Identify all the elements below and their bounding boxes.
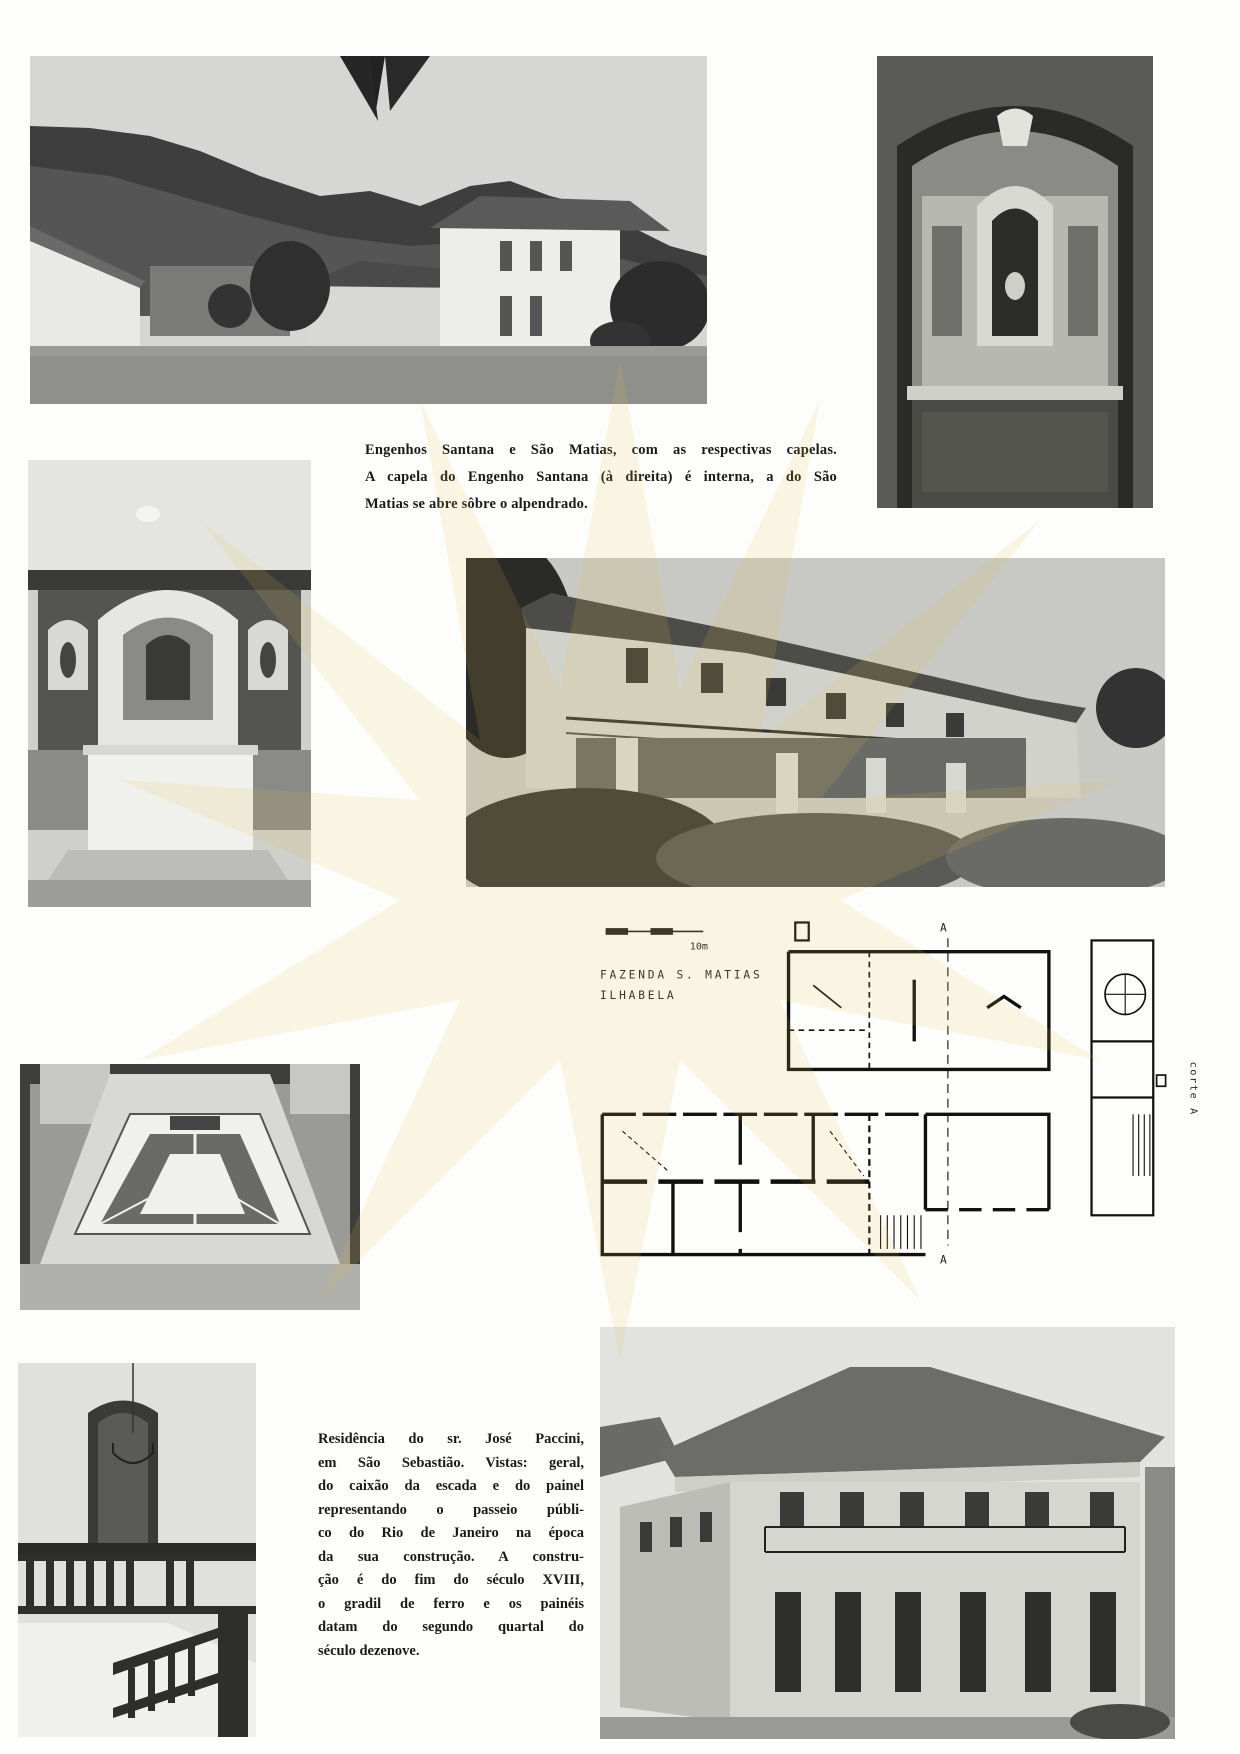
scale-label: 10m	[689, 941, 708, 953]
upper-wing	[789, 922, 1049, 1069]
caption-line: Engenhos Santana e São Matias, com as respectivas capelas.	[365, 442, 837, 458]
photo-engenho-landscape	[30, 56, 707, 404]
section-label: corte A	[1187, 1061, 1199, 1116]
floor-plan-fazenda-sao-matias	[600, 918, 1206, 1268]
caption-line: em São Sebastião. Vistas: geral,	[318, 1454, 584, 1471]
caption-line: ção é do fim do século XVIII,	[318, 1572, 584, 1588]
photo-caixao-escada	[18, 1363, 256, 1737]
photo-capela-sao-matias	[28, 460, 311, 907]
caption-line: Matias se abre sôbre o alpendrado.	[365, 496, 588, 512]
caption-line: A capela do Engenho Santana (à direita) é interna, a do São	[365, 469, 837, 485]
photo-residencia-paccini	[600, 1327, 1175, 1739]
photo-fazenda-sao-matias	[466, 558, 1165, 887]
caption-line: Residência do sr. José Paccini,	[318, 1431, 584, 1447]
section-marker-top: A	[940, 921, 947, 935]
plan-place: ILHABELA	[600, 988, 677, 1002]
photo-painel-passeio-publico	[20, 1064, 360, 1310]
caption-line: co do Rio de Janeiro na época	[318, 1525, 584, 1541]
stair-hatch	[881, 1215, 921, 1249]
section-drawing	[1092, 940, 1166, 1215]
caption-line: representando o passeio públi-	[318, 1501, 584, 1518]
caption-line: século dezenove.	[318, 1642, 420, 1659]
lower-wing	[602, 1114, 1049, 1254]
caption-residencia	[318, 1428, 584, 1663]
plan-title: FAZENDA S. MATIAS	[600, 968, 763, 982]
scale-bar	[606, 928, 708, 952]
photo-capela-engenho-santana	[877, 56, 1153, 508]
caption-line: da sua construção. A constru-	[318, 1548, 584, 1565]
caption-line: do caixão da escada e do painel	[318, 1478, 584, 1494]
section-line	[940, 921, 948, 1266]
caption-engenhos	[365, 437, 837, 518]
section-marker-bottom: A	[940, 1253, 947, 1267]
caption-line: datam do segundo quartal do	[318, 1619, 584, 1635]
caption-line: o gradil de ferro e os painéis	[318, 1595, 584, 1612]
